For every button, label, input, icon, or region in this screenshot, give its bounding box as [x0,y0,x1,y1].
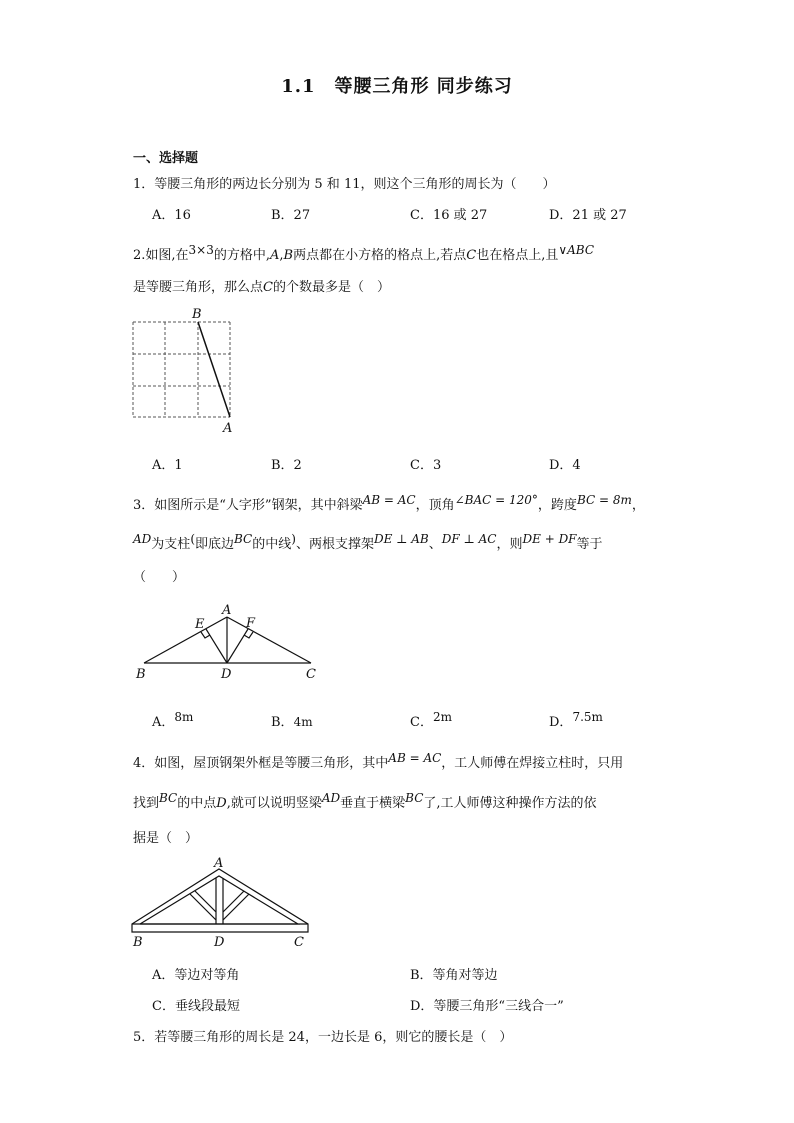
q4-math: BC [405,791,424,805]
point-b-label: B [133,935,143,950]
question-4-line-3: 据是（ ） [133,831,199,846]
point-e-label: E [195,617,205,632]
segment-df [227,629,248,663]
segment-ab [198,322,230,417]
point-a-label: A [223,421,233,436]
q2-grid-size: 3×3 [188,243,214,257]
q3-text: ， [631,498,645,513]
option-value: 2m [432,710,452,724]
question-3-line-3: （ ） [133,570,186,585]
q3-option-b[interactable] [271,711,313,730]
q2-text: 是等腰三角形，那么点 [133,280,264,295]
section-heading: 一、选择题 [133,151,199,166]
truss-outer-frame [132,869,308,932]
question-4-line-2 [133,792,597,811]
q4-text: ，工人师傅在焊接立柱时，只用 [441,756,624,771]
question-4-line-1 [133,752,623,771]
q2-grid-figure [125,302,245,437]
q2-text: 2.如图,在 [133,248,189,263]
q2-text: 也在格点上,且 [476,248,559,263]
q3-math: AD [133,532,152,546]
segment-de [206,629,227,663]
truss-brace-left-1 [190,894,216,920]
q4-var: D [216,796,227,811]
point-c-label: C [306,667,316,682]
question-3-line-2 [133,533,603,552]
q3-text: 为支柱 [151,537,191,552]
q2-var: C [263,280,273,295]
q2-text: 的方格中, [213,248,271,263]
point-b-label: B [192,307,202,322]
option-value: 7.5m [572,710,603,724]
point-c-label: C [294,935,304,950]
q4-option-b[interactable]: B．等角对等边 [410,968,498,983]
q4-roof-truss-figure [128,852,318,952]
q2-var: A [270,248,280,263]
q3-truss-figure [130,600,330,685]
option-letter: C． [410,715,433,730]
question-3-line-1 [133,494,645,513]
q3-text: 3．如图所示是“人字形”钢架，其中斜梁 [133,498,363,513]
q2-var: C [466,248,477,263]
q3-math: ∠BAC = 120° [454,493,538,507]
q3-math: DF ⊥ AC [441,532,497,546]
q4-text: 垂直于横梁 [340,796,406,811]
q2-option-c[interactable]: C．3 [410,458,442,473]
q3-text: ) [291,532,296,546]
q3-option-c[interactable] [410,711,452,730]
q3-math: BC = 8m [576,493,632,507]
q2-text: 两点都在小方格的格点上,若点 [293,248,467,263]
q3-text: 、两根支撑架 [295,537,374,552]
q3-text: 、 [428,537,442,552]
q1-option-b[interactable]: B．27 [271,208,311,223]
question-5-text: 5．若等腰三角形的周长是 24，一边长是 6，则它的腰长是（ ） [133,1030,513,1045]
option-letter: A． [152,715,175,730]
truss-brace-right-1 [223,894,249,920]
q4-math: AD [321,791,341,805]
point-d-label: D [214,935,225,950]
grid-lines [133,322,230,417]
q4-option-c[interactable]: C．垂线段最短 [152,999,240,1014]
q1-option-c[interactable]: C．16 或 27 [410,208,488,223]
page-title: 1.1 等腰三角形 同步练习 [281,76,513,97]
q2-option-b[interactable]: B．2 [271,458,302,473]
option-letter: D． [549,715,573,730]
q2-text: , [279,248,284,263]
q3-math: BC [234,532,253,546]
q3-text: ( [190,532,195,546]
q3-option-a[interactable] [152,711,193,730]
point-d-label: D [221,667,232,682]
q3-text: 的中线 [252,537,292,552]
q3-text: ，跨度 [537,498,577,513]
q4-text: 找到 [133,796,160,811]
q3-math: DE ⊥ AB [373,532,429,546]
q3-math: AB = AC [362,493,416,507]
q2-option-a[interactable]: A．1 [152,458,183,473]
q2-triangle-symbol: ∨ABC [558,243,595,257]
q1-option-a[interactable]: A．16 [152,208,191,223]
q3-math: DE + DF [522,532,577,546]
q3-text: 即底边 [195,537,235,552]
q4-text: 的中点 [177,796,217,811]
q4-option-d[interactable]: D．等腰三角形“三线合一” [410,999,564,1014]
q4-text: ,就可以说明竖梁 [226,796,322,811]
question-2-line-1 [133,244,594,263]
option-value: 8m [174,710,194,724]
segment-ac [227,617,311,663]
q4-text: 4．如图，屋顶钢架外框是等腰三角形，其中 [133,756,389,771]
q3-text: ，则 [496,537,523,552]
point-b-label: B [136,667,146,682]
q4-math: AB = AC [388,751,442,765]
q4-math: BC [159,791,178,805]
q4-text: 了,工人师傅这种操作方法的依 [423,796,597,811]
point-a-label: A [214,856,224,871]
question-1-text: 1．等腰三角形的两边长分别为 5 和 11，则这个三角形的周长为（ ） [133,177,556,192]
q3-text: 等于 [576,537,603,552]
option-value: 4m [293,715,313,729]
segment-ab [144,617,227,663]
q3-text: ，顶角 [415,498,455,513]
q2-text: 的个数最多是（ ） [272,280,390,295]
q1-option-d[interactable]: D．21 或 27 [549,208,627,223]
truss-inner-frame [140,876,298,924]
q3-option-d[interactable] [549,711,603,730]
q4-option-a[interactable]: A．等边对等角 [152,968,240,983]
option-letter: B． [271,715,294,730]
question-2-line-2 [133,276,390,295]
q2-var: B [283,248,294,263]
q2-option-d[interactable]: D．4 [549,458,581,473]
point-a-label: A [222,603,232,618]
point-f-label: F [246,616,256,631]
